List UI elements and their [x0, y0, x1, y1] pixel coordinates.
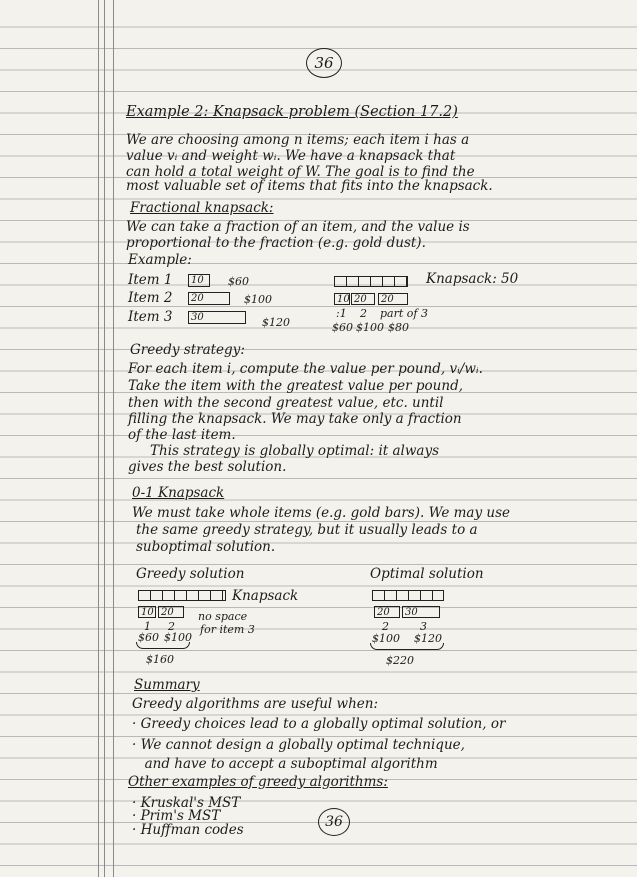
fill-label-1: :1 — [336, 307, 347, 320]
greedy-brace — [136, 642, 190, 649]
fractional-heading: Fractional knapsack: — [130, 200, 274, 216]
summary-heading: Summary — [134, 677, 200, 693]
item-3-value: $120 — [262, 316, 290, 329]
other-examples-heading: Other examples of greedy algorithms: — [128, 774, 388, 790]
greedy-line-4: filling the knapsack. We may take only a fraction — [128, 411, 462, 427]
other-example-1: · Kruskal's MST — [132, 795, 241, 811]
optimal-item-num-2: 3 — [420, 620, 427, 633]
optimal-item-num-1: 2 — [382, 620, 389, 633]
fill-label-3: part of 3 — [380, 307, 428, 320]
fill-value-3: $80 — [388, 321, 409, 334]
greedy-line-5: of the last item. — [128, 427, 236, 443]
zero-one-line-1: We must take whole items (e.g. gold bars). We may use — [132, 505, 511, 521]
greedy-strategy-heading: Greedy strategy: — [130, 342, 245, 358]
optimal-brace — [370, 643, 444, 650]
summary-line-1: Greedy algorithms are useful when: — [132, 696, 378, 712]
item-3-label: Item 3 — [128, 309, 173, 325]
greedy-line-2: Take the item with the greatest value per pound, — [128, 378, 464, 394]
greedy-item-num-2: 2 — [168, 620, 175, 633]
optimal-box-1: 20 — [374, 606, 400, 618]
fill-box-2: 20 — [351, 293, 375, 305]
fill-value-2: $100 — [356, 321, 384, 334]
zero-one-line-3: suboptimal solution. — [136, 539, 276, 555]
example-label: Example: — [128, 252, 192, 268]
optimal-solution-heading: Optimal solution — [370, 566, 484, 582]
optimal-box-2: 30 — [402, 606, 440, 618]
knapsack-capacity-label: Knapsack: 50 — [426, 271, 519, 287]
greedy-knapsack-label: Knapsack — [232, 588, 299, 604]
item-3-box: 30 — [188, 311, 246, 324]
page-number-top: 36 — [306, 48, 342, 78]
summary-line-4: and have to accept a suboptimal algorithm — [136, 756, 438, 772]
margin-lines — [98, 0, 114, 877]
summary-line-3: · We cannot design a globally optimal technique, — [132, 737, 465, 753]
intro-line-1: We are choosing among n items; each item i has a — [126, 132, 470, 148]
intro-line-2: value vᵢ and weight wᵢ. We have a knapsack that — [126, 148, 456, 164]
fill-label-2: 2 — [360, 307, 367, 320]
page-title: Example 2: Knapsack problem (Section 17.2) — [126, 104, 458, 120]
fractional-line-1: We can take a fraction of an item, and the value is — [126, 219, 470, 235]
optimal-value-2: $120 — [414, 632, 442, 645]
greedy-note-1: no space — [198, 610, 248, 623]
zero-one-heading: 0-1 Knapsack — [132, 485, 225, 501]
optimal-knapsack-empty — [372, 590, 444, 601]
optimal-value-1: $100 — [372, 632, 400, 645]
optimal-line-2: gives the best solution. — [128, 459, 287, 475]
page-number-bottom: 36 — [318, 808, 350, 836]
fill-box-1: 10 — [334, 293, 350, 305]
item-1-label: Item 1 — [128, 272, 173, 288]
item-1-value: $60 — [228, 275, 249, 288]
greedy-note-2: for item 3 — [200, 623, 255, 636]
optimal-total: $220 — [386, 654, 414, 667]
intro-line-3: can hold a total weight of W. The goal is to find the — [126, 164, 475, 180]
greedy-box-1: 10 — [138, 606, 156, 618]
item-2-box: 20 — [188, 292, 230, 305]
fill-value-1: $60 — [332, 321, 353, 334]
greedy-knapsack-empty — [138, 590, 226, 601]
greedy-value-2: $100 — [164, 631, 192, 644]
item-2-label: Item 2 — [128, 290, 173, 306]
greedy-item-num-1: 1 — [144, 620, 151, 633]
item-2-value: $100 — [244, 293, 272, 306]
greedy-box-2: 20 — [158, 606, 184, 618]
fractional-line-2: proportional to the fraction (e.g. gold dust). — [126, 235, 426, 251]
greedy-value-1: $60 — [138, 631, 159, 644]
item-1-box: 10 — [188, 274, 210, 287]
optimal-line-1: This strategy is globally optimal: it always — [150, 443, 440, 459]
fill-box-3: 20 — [378, 293, 408, 305]
fractional-knapsack-empty — [334, 276, 408, 287]
other-example-2: · Prim's MST — [132, 808, 221, 824]
intro-line-4: most valuable set of items that fits into the knapsack. — [126, 178, 493, 194]
summary-line-2: · Greedy choices lead to a globally optimal solution, or — [132, 716, 506, 732]
other-example-3: · Huffman codes — [132, 822, 244, 838]
greedy-total: $160 — [146, 653, 174, 666]
greedy-solution-heading: Greedy solution — [136, 566, 245, 582]
greedy-line-3: then with the second greatest value, etc. until — [128, 395, 444, 411]
zero-one-line-2: the same greedy strategy, but it usually leads to a — [136, 522, 478, 538]
greedy-line-1: For each item i, compute the value per pound, vᵢ/wᵢ. — [128, 361, 483, 377]
